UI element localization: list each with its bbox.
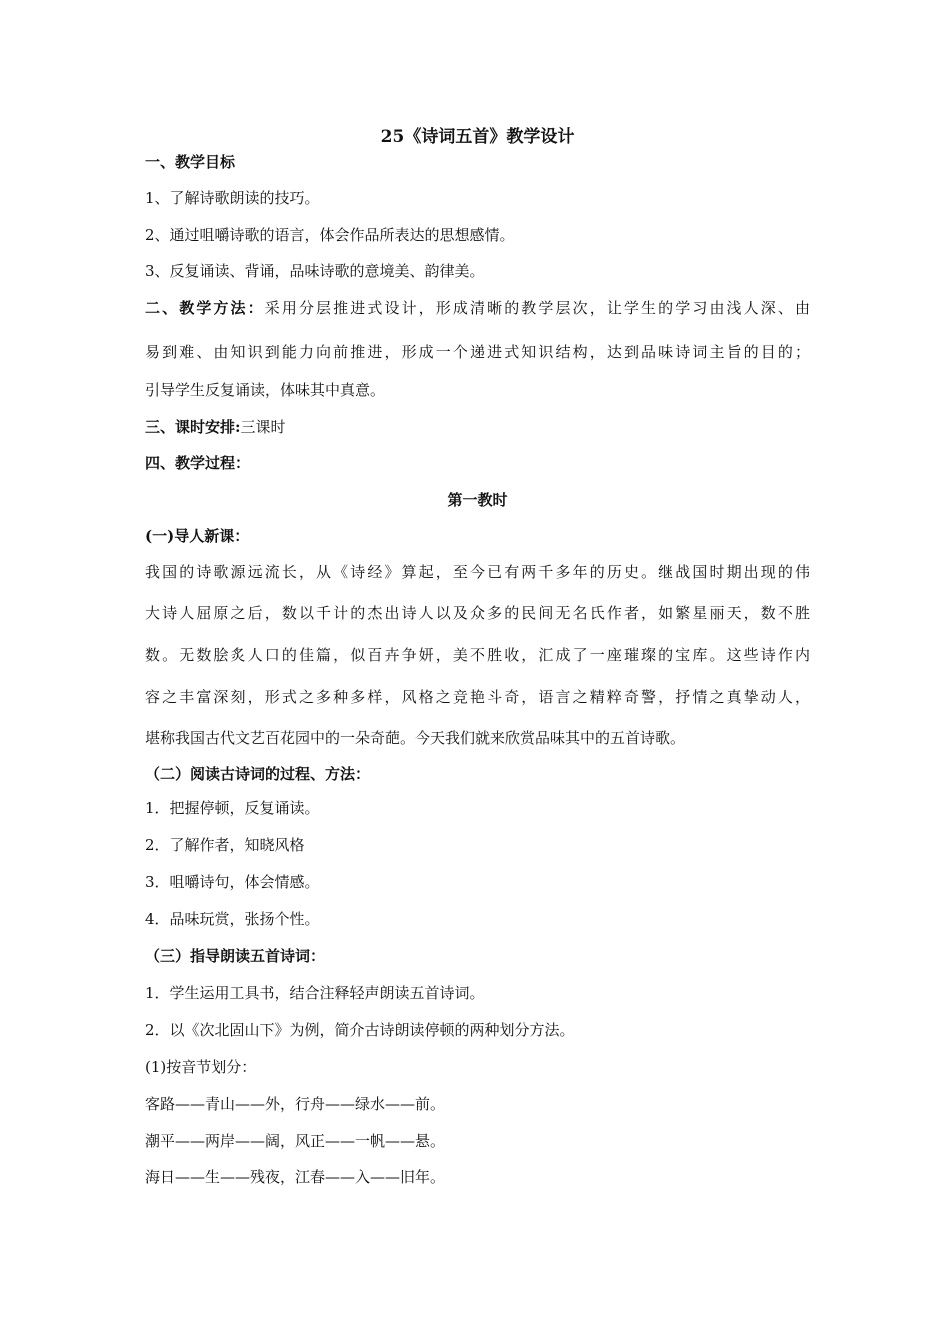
methods-text: 采用分层推进式设计，形成清晰的教学层次，让学生的学习由浅人深、由 — [264, 299, 810, 317]
goals-heading: 一、教学目标 — [145, 153, 236, 171]
intro-line: 堪称我国古代文艺百花园中的一朵奇葩。今天我们就来欣赏品味其中的五首诗歌。 — [145, 729, 686, 747]
goal-item: 3、反复诵读、背诵，品味诗歌的意境美、韵律美。 — [145, 262, 485, 280]
methods-heading: 二、教学方法： — [145, 299, 265, 317]
schedule-line — [145, 417, 810, 437]
goal-item: 2、通过咀嚼诗歌的语言，体会作品所表达的思想感情。 — [145, 226, 515, 244]
goal-item: 1、了解诗歌朗读的技巧。 — [145, 189, 320, 207]
intro-line: 我国的诗歌源远流长，从《诗经》算起，至今已有两千多年的历史。继战国时期出现的伟 — [145, 563, 810, 581]
guide-item: 1．学生运用工具书，结合注释轻声朗读五首诗词。 — [145, 984, 485, 1002]
reading-item: 1．把握停顿，反复诵读。 — [145, 799, 320, 817]
guide-heading: （三）指导朗读五首诗词： — [145, 947, 326, 965]
intro-line: 数。无数脍炙人口的佳篇，似百卉争妍，美不胜收，汇成了一座璀璨的宝库。这些诗作内 — [145, 646, 810, 664]
document-title: 25《诗词五首》教学设计 — [380, 127, 575, 147]
methods-line: 引导学生反复诵读，体味其中真意。 — [145, 381, 386, 399]
reading-item: 2．了解作者，知晓风格 — [145, 836, 305, 854]
lesson-heading: 第一教时 — [447, 491, 508, 509]
methods-line: 易到难、由知识到能力向前推进，形成一个递进式知识结构，达到品味诗词主旨的目的； — [145, 343, 810, 361]
schedule-text: 三课时 — [240, 418, 286, 436]
intro-line: 容之丰富深刻，形式之多种多样，风格之竞艳斗奇，语言之精粹奇警，抒情之真挚动人， — [145, 688, 810, 706]
reading-item: 4．品味玩赏，张扬个性。 — [145, 910, 320, 928]
poem-line: 海日——生——残夜，江春——入——旧年。 — [145, 1168, 446, 1186]
methods-line — [145, 298, 810, 318]
reading-heading: （二）阅读古诗词的过程、方法： — [145, 765, 371, 783]
reading-item: 3．咀嚼诗句，体会情感。 — [145, 873, 320, 891]
intro-line: 大诗人屈原之后，数以千计的杰出诗人以及众多的民间无名氏作者，如繁星丽天，数不胜 — [145, 604, 810, 622]
guide-item: 2．以《次北固山下》为例，简介古诗朗读停顿的两种划分方法。 — [145, 1021, 575, 1039]
poem-line: 潮平——两岸——阔，风正——一帆——悬。 — [145, 1132, 446, 1150]
intro-heading: (一)导人新课： — [145, 527, 250, 545]
process-heading: 四、教学过程： — [145, 454, 251, 472]
schedule-heading: 三、课时安排: — [145, 418, 241, 436]
poem-line: 客路——青山——外，行舟——绿水——前。 — [145, 1095, 446, 1113]
guide-item: (1)按音节划分： — [145, 1058, 257, 1076]
